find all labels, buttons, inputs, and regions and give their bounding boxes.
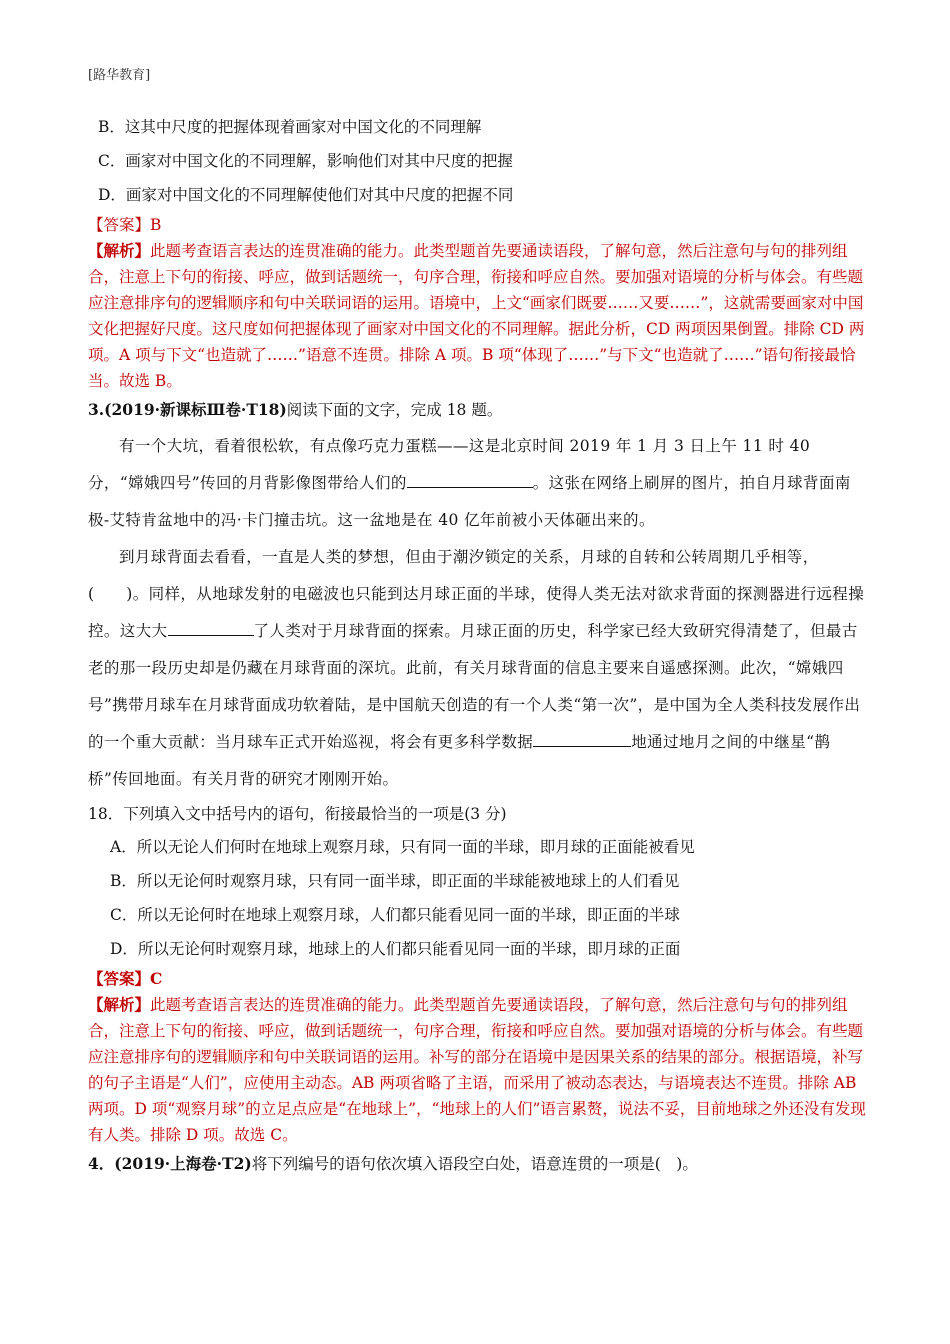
q4-source: 4．(2019·上海卷·T2) [88,1154,252,1173]
q18-option-b: B．所以无论何时观察月球，只有同一面半球，即正面的半球能被地球上的人们看见 [110,872,680,890]
q18-option-a: A．所以无论人们何时在地球上观察月球，只有同一面的半球，即月球的正面能被看见 [110,838,695,856]
q2-analysis-text: 此题考查语言表达的连贯准确的能力。此类型题首先要通读语段，了解句意，然后注意句与句的排列组合，注意上下句的衔接、呼应，做到话题统一，句序合理，衔接和呼应自然。要加强对语境的分析与体会。有些题应注意排序句的逻辑顺序和句中关联词语的运用。语境中，上文“画家们既要……又要……”，这就需要画家对中国文化把握好尺度。这尺度如何把握体现了画家对中国文化的不同理解。据此分析，CD 两项因果倒置。排除 CD 两项。A 项与下文“也造就了……”语意不连贯。排除 A 项。B 项“体现了……”与下文“也造就了……”语句衔接最恰当。故选 B。 [88,242,865,390]
passage-text: 到月球背面去看看，一直是人类的梦想，但由于潮汐锁定的关系，月球的自转和公转周期几乎相等，( )。同样，从地球发射的电磁波也只能到达月球正面的半球，使得人类无法对欲求背面的探测器进行远程操控。这大大 [88,548,865,640]
q2-answer-label: 【答案】 [88,216,151,234]
passage-paragraph-1 [88,428,866,539]
q3-instruction: 阅读下面的文字，完成 18 题。 [286,401,503,419]
passage-text: 有一个大坑，看着很松软，有点像巧克力蛋糕——这是北京时间 2019 年 1 月 3 日上午 11 时 40 分，“嫦娥四号”传回的月背影像图带给人们的 [88,437,811,492]
q2-option-c: C．画家对中国文化的不同理解，影响他们对其中尺度的把握 [98,152,513,170]
passage-paragraph-2 [88,539,866,798]
q3-analysis-label: 【解析】 [88,995,151,1014]
passage-text: 地通过地月之间的中继星“鹊桥”传回地面。有关月背的研究才刚刚开始。 [88,733,831,788]
q18-option-d: D．所以无论何时观察月球，地球上的人们都只能看见同一面的半球，即月球的正面 [110,940,681,958]
q2-option-b: B．这其中尺度的把握体现着画家对中国文化的不同理解 [98,118,482,136]
q18-option-c: C．所以无论何时在地球上观察月球，人们都只能看见同一面的半球，即正面的半球 [110,906,680,924]
q2-answer-value: B [150,216,162,234]
q3-analysis-text: 此题考查语言表达的连贯准确的能力。此类型题首先要通读语段，了解句意，然后注意句与句的排列组合，注意上下句的衔接、呼应，做到话题统一，句序合理，衔接和呼应自然。要加强对语境的分析与体会。有些题应注意排序句的逻辑顺序和句中关联词语的运用。补写的部分在语境中是因果关系的结果的部分。根据语境，补写的句子主语是“人们”，应使用主动态。AB 两项省略了主语，而采用了被动态表达，与语境表达不连贯。排除 AB 两项。D 项“观察月球”的立足点应是“在地球上”，“地球上的人们”语言累赘，说法不妥，目前地球之外还没有发现有人类。排除 D 项。故选 C。 [88,996,866,1144]
header-brand: [路华教育] [88,68,151,83]
q4-heading [88,1150,866,1178]
fill-blank-3 [533,732,631,747]
q3-analysis [88,992,866,1148]
q2-option-d: D．画家对中国文化的不同理解使他们对其中尺度的把握不同 [98,186,514,204]
passage-text: 。这张在网络上刷屏的图片，拍自月球背面南极-艾特肯盆地中的冯·卡门撞击坑。这一盆地是在 40 亿年前被小天体砸出来的。 [88,474,851,529]
fill-blank-2 [168,621,254,636]
q2-options [88,110,866,212]
q2-analysis-label: 【解析】 [88,241,151,260]
q3-answer [88,966,866,992]
q18-stem: 18．下列填入文中括号内的语句，衔接最恰当的一项是(3 分) [88,805,507,823]
fill-blank-1 [407,473,533,488]
q2-analysis [88,238,866,394]
q3-answer-label: 【答案】 [88,969,151,988]
q3-passage [88,428,866,798]
q3-answer-value: C [150,969,163,988]
q18-options [88,830,866,966]
passage-text: 了人类对于月球背面的探索。月球正面的历史，科学家已经大致研究得清楚了，但最古老的那一段历史却是仍藏在月球背面的深坑。此前，有关月球背面的信息主要来自遥感探测。此次，“嫦娥四号”携带月球车在月球背面成功软着陆，是中国航天创造的有一个人类“第一次”，是中国为全人类科技发展作出的一个重大贡献：当月球车正式开始巡视，将会有更多科学数据 [88,622,861,751]
q3-source: 3.(2019·新课标Ⅲ卷·T18) [88,400,287,419]
q2-answer [88,212,866,238]
document-body [88,110,866,1178]
q4-text: 将下列编号的语句依次填入语段空白处，语意连贯的一项是( )。 [251,1155,698,1173]
q3-heading [88,396,866,424]
